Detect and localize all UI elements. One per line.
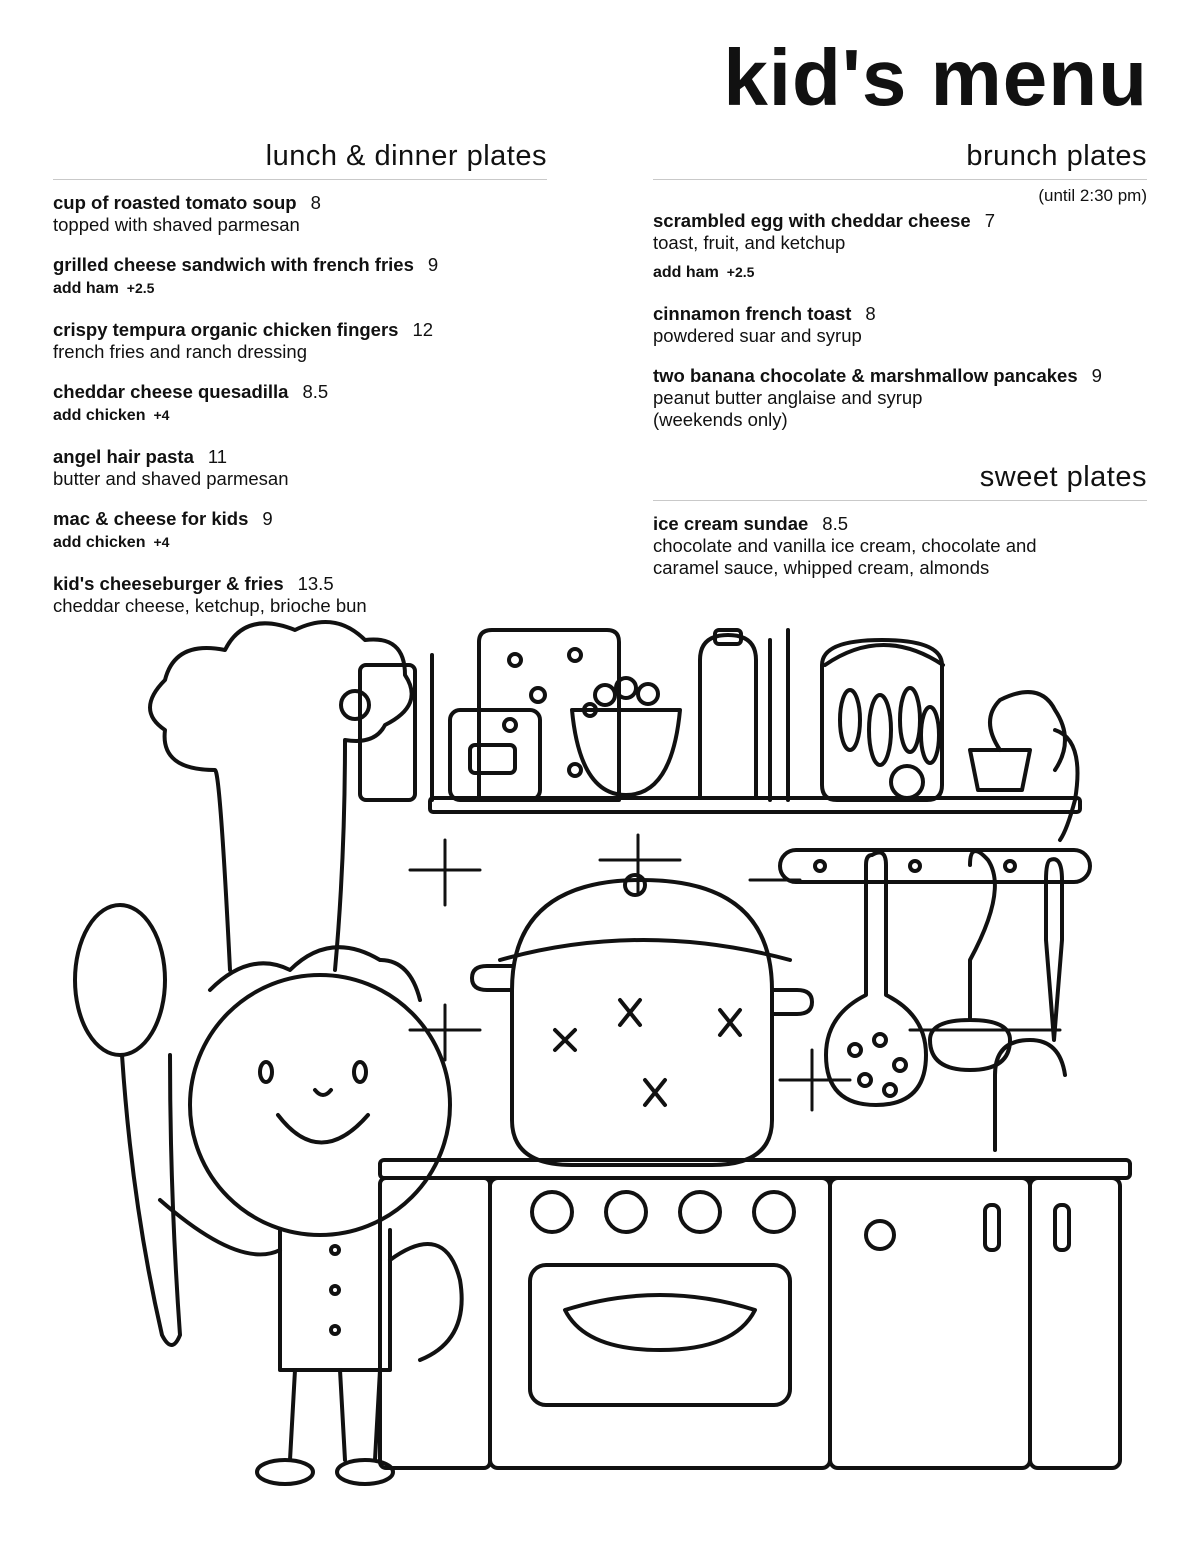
item-price: 8.5: [302, 381, 329, 402]
section-heading-brunch: brunch plates: [653, 140, 1147, 180]
item-name: two banana chocolate & marshmallow pancakes: [653, 365, 1078, 386]
jar-icon: [360, 665, 415, 800]
menu-item: [53, 446, 547, 490]
kid-arm-hip: [390, 1244, 462, 1360]
item-name: cup of roasted tomato soup: [53, 192, 297, 213]
sweet-item-list: [653, 513, 1147, 579]
menu-item: [53, 381, 547, 428]
item-name: angel hair pasta: [53, 446, 194, 467]
bottle-icon: [700, 635, 756, 798]
item-price: 8.5: [822, 513, 848, 534]
menu-item: [653, 210, 1147, 285]
oven-door: [530, 1265, 790, 1405]
item-description: powdered suar and syrup: [653, 325, 862, 346]
kid-chef-kitchen-illustration: [60, 610, 1140, 1510]
item-name: crispy tempura organic chicken fingers: [53, 319, 399, 340]
tin-can-icon: [450, 710, 540, 800]
item-price: 8: [865, 303, 876, 324]
item-description: chocolate and vanilla ice cream, chocolate and: [653, 535, 1037, 556]
skimmer-icon: [826, 853, 926, 1105]
apple-icon: [341, 691, 369, 719]
item-description: french fries and ranch dressing: [53, 341, 307, 362]
item-description-line2: caramel sauce, whipped cream, almonds: [653, 557, 990, 578]
item-price: 11: [207, 446, 228, 467]
knife-icon: [1046, 859, 1062, 1040]
menu-item: [653, 513, 1147, 579]
item-name: scrambled egg with cheddar cheese: [653, 210, 971, 231]
section-heading-sweet: sweet plates: [653, 461, 1147, 501]
item-addon-price: +2.5: [726, 264, 755, 280]
menu-item: [653, 365, 1147, 431]
plant-pot-icon: [970, 750, 1030, 790]
kid-head: [190, 975, 450, 1235]
item-addon-price: +4: [153, 534, 170, 550]
item-description: cheddar cheese, ketchup, brioche bun: [53, 595, 367, 616]
brunch-sweet-section: [653, 140, 1147, 597]
flower-decal-icon: [866, 1221, 894, 1249]
menu-item: [653, 303, 1147, 347]
item-name: cheddar cheese quesadilla: [53, 381, 289, 402]
item-name: cinnamon french toast: [653, 303, 852, 324]
baking-dish-icon: [565, 1295, 755, 1350]
item-addon: add ham: [53, 280, 119, 297]
menu-item: [53, 254, 547, 301]
item-price: 9: [1091, 365, 1102, 386]
menu-item: [53, 508, 547, 555]
item-name: kid's cheeseburger & fries: [53, 573, 284, 594]
item-price: 12: [412, 319, 434, 340]
item-addon: add ham: [653, 264, 719, 281]
item-addon: add chicken: [53, 407, 146, 424]
section-heading-lunch: lunch & dinner plates: [53, 140, 547, 180]
menu-item: [53, 319, 547, 363]
item-price: 9: [427, 254, 439, 275]
kitchen-counter: [380, 1160, 1130, 1178]
menu-title: kid's menu: [723, 33, 1148, 122]
kid-legs: [290, 1370, 380, 1460]
stove-icon: [490, 1178, 830, 1468]
item-price: 8: [310, 192, 321, 213]
brunch-item-list: [653, 210, 1147, 431]
kid-arm-raised: [160, 1200, 280, 1254]
item-description: toast, fruit, and ketchup: [653, 232, 846, 253]
smile: [278, 1115, 368, 1143]
brunch-time-note: (until 2:30 pm): [1038, 186, 1147, 205]
item-price: 9: [262, 508, 273, 529]
cooking-pot-icon: [512, 880, 772, 1165]
item-description: peanut butter anglaise and syrup: [653, 387, 923, 408]
item-name: mac & cheese for kids: [53, 508, 249, 529]
item-addon-price: +4: [153, 407, 170, 423]
item-description-note: (weekends only): [653, 409, 788, 430]
lunch-dinner-section: [53, 140, 547, 635]
chef-hat-icon: [150, 622, 412, 970]
item-description: topped with shaved parmesan: [53, 214, 300, 235]
wooden-spoon-icon: [75, 905, 165, 1055]
item-price: 13.5: [297, 573, 334, 594]
cabinet-door: [380, 1178, 490, 1468]
fruit-bowl-icon: [572, 710, 680, 795]
item-price: 7: [984, 210, 995, 231]
chef-coat: [280, 1230, 390, 1370]
item-description: butter and shaved parmesan: [53, 468, 289, 489]
item-addon: add chicken: [53, 534, 146, 551]
lunch-item-list: [53, 192, 547, 617]
item-addon-price: +2.5: [126, 280, 155, 296]
item-name: grilled cheese sandwich with french fries: [53, 254, 414, 275]
menu-item: [53, 192, 547, 236]
cabinet-door: [1030, 1178, 1120, 1468]
item-name: ice cream sundae: [653, 513, 809, 534]
